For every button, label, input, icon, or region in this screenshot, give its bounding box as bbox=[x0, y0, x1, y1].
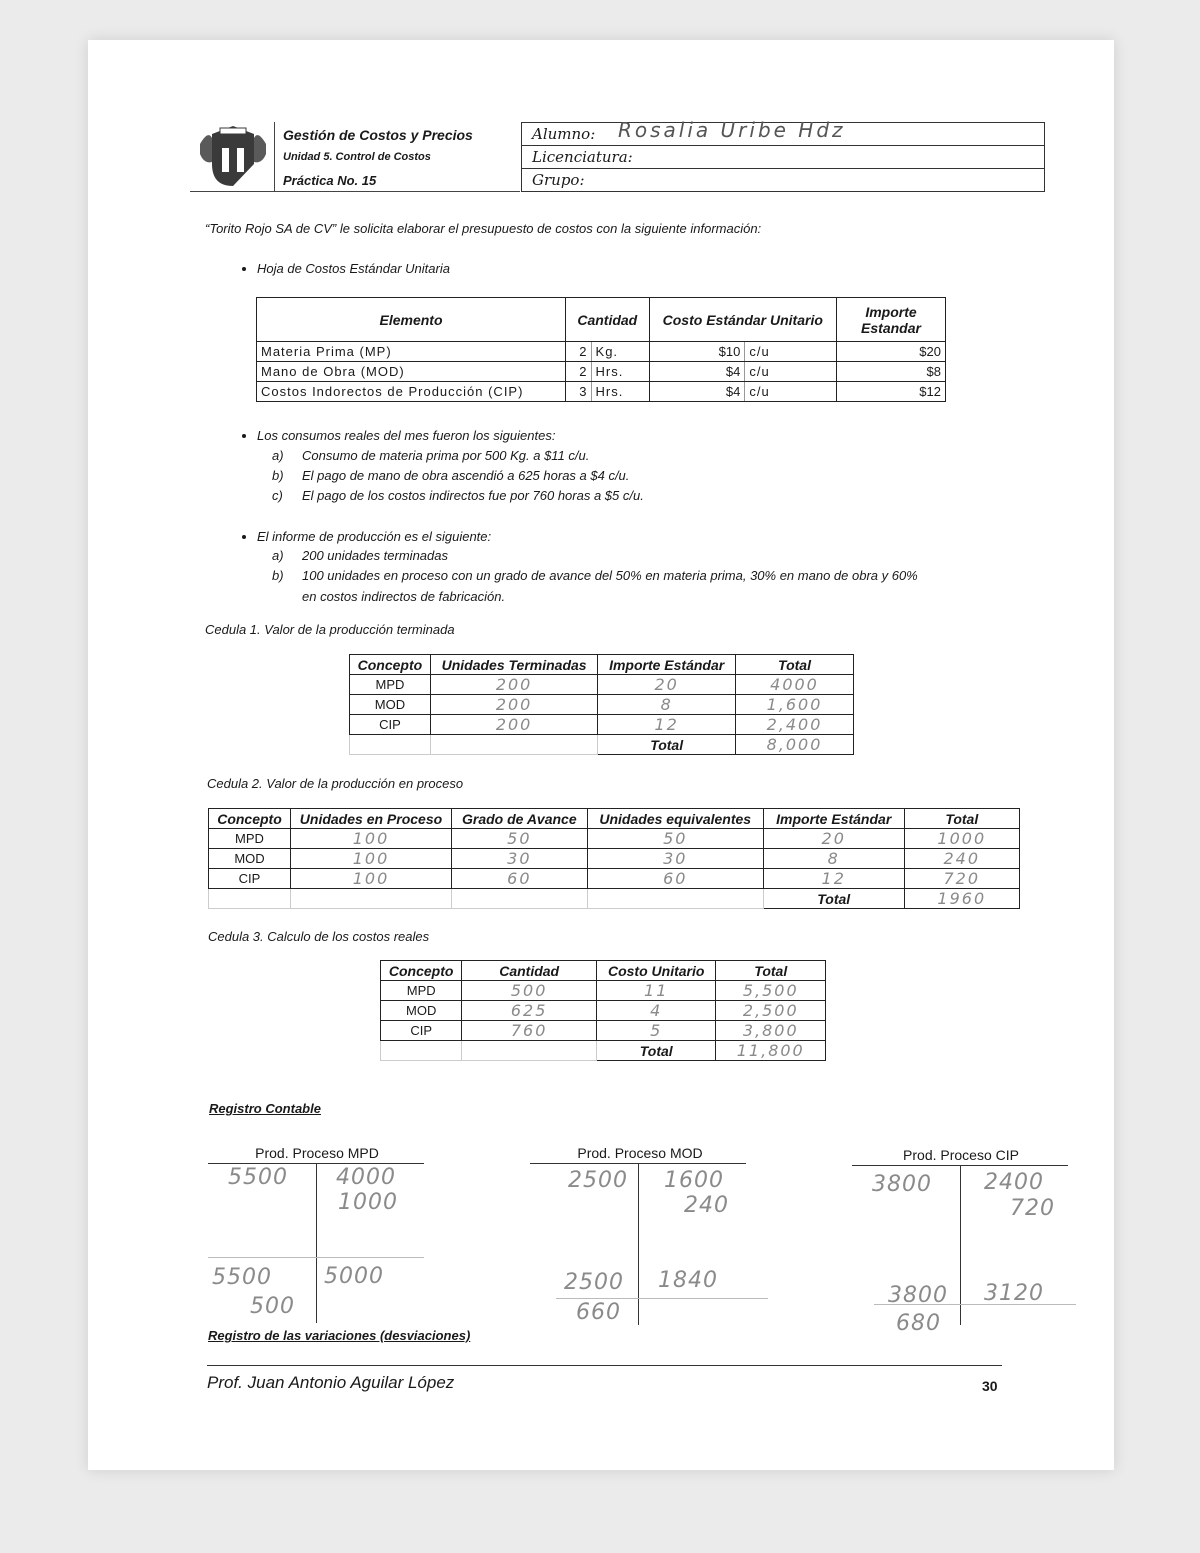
cell-importe: $8 bbox=[837, 362, 946, 382]
cell-unidades: 100 bbox=[291, 829, 452, 849]
col-elemento: Elemento bbox=[257, 298, 566, 342]
t-mod-debit: 2500 bbox=[568, 1168, 628, 1193]
cell-concepto: CIP bbox=[350, 715, 431, 735]
header-rule bbox=[190, 191, 520, 192]
t-account-cip-title: Prod. Proceso CIP bbox=[903, 1147, 1019, 1163]
cell-total: 2,400 bbox=[736, 715, 854, 735]
col-unidades: Unidades Terminadas bbox=[430, 655, 597, 675]
cell-importe: 8 bbox=[598, 695, 736, 715]
bullet-list-2 bbox=[235, 428, 555, 443]
cell-grado: 50 bbox=[451, 829, 587, 849]
cell-grand-total: 8,000 bbox=[736, 735, 854, 755]
cell-costo: $4 bbox=[649, 362, 745, 382]
table-row-total bbox=[381, 1041, 826, 1061]
cell-cu: c/u bbox=[745, 382, 837, 402]
t-account-divider bbox=[316, 1163, 317, 1323]
cell-equivalentes: 30 bbox=[587, 849, 763, 869]
cell-cantidad: 625 bbox=[462, 1001, 597, 1021]
col-concepto: Concepto bbox=[209, 809, 291, 829]
cedula2-title: Cedula 2. Valor de la producción en proceso bbox=[207, 776, 464, 791]
cell-concepto: MPD bbox=[209, 829, 291, 849]
col-cantidad: Cantidad bbox=[566, 298, 650, 342]
cell-importe: 12 bbox=[763, 869, 904, 889]
cell-costo-unitario: 11 bbox=[596, 981, 716, 1001]
cell-concepto: MOD bbox=[209, 849, 291, 869]
t-mpd-credit-1: 4000 bbox=[336, 1165, 396, 1190]
cell-concepto: MOD bbox=[381, 1001, 462, 1021]
col-importe: Importe Estándar bbox=[763, 809, 904, 829]
cell-unidades: 100 bbox=[291, 849, 452, 869]
t-account-sum-rule bbox=[208, 1257, 424, 1258]
t-account-mod-title: Prod. Proceso MOD bbox=[577, 1145, 703, 1161]
blank-cell bbox=[291, 889, 452, 909]
page-number: 30 bbox=[982, 1378, 998, 1394]
cell-grado: 30 bbox=[451, 849, 587, 869]
consumo-b-letter: b) bbox=[272, 468, 284, 483]
cell-importe: $20 bbox=[837, 342, 946, 362]
university-logo bbox=[198, 124, 268, 188]
col-costo: Costo Estándar Unitario bbox=[649, 298, 836, 342]
degree-label: Licenciatura: bbox=[532, 148, 633, 166]
consumo-a-letter: a) bbox=[272, 448, 284, 463]
cell-total: 2,500 bbox=[716, 1001, 826, 1021]
cell-importe: 20 bbox=[763, 829, 904, 849]
cedula3-title: Cedula 3. Calculo de los costos reales bbox=[208, 929, 430, 944]
cell-concepto: MPD bbox=[381, 981, 462, 1001]
t-account-divider bbox=[638, 1163, 639, 1325]
col-total: Total bbox=[904, 809, 1019, 829]
table-row bbox=[381, 981, 826, 1001]
cell-total: 240 bbox=[904, 849, 1019, 869]
cell-concepto: MPD bbox=[350, 675, 431, 695]
t-mpd-sum-credit: 5000 bbox=[324, 1264, 384, 1289]
cell-total: 4000 bbox=[736, 675, 854, 695]
col-unidades-proceso: Unidades en Proceso bbox=[291, 809, 452, 829]
cell-importe: 8 bbox=[763, 849, 904, 869]
blank-cell bbox=[209, 889, 291, 909]
cell-total: 1,600 bbox=[736, 695, 854, 715]
col-equivalentes: Unidades equivalentes bbox=[587, 809, 763, 829]
cell-importe: $12 bbox=[837, 382, 946, 402]
total-label: Total bbox=[596, 1041, 716, 1061]
bullet-std-sheet: • Hoja de Costos Estándar Unitaria bbox=[257, 261, 450, 276]
table-row bbox=[257, 362, 946, 382]
t-cip-credit-2: 720 bbox=[1010, 1196, 1055, 1221]
table-row bbox=[257, 382, 946, 402]
t-cip-sum-credit: 3120 bbox=[984, 1281, 1044, 1306]
header-divider bbox=[274, 122, 275, 192]
cell-grado: 60 bbox=[451, 869, 587, 889]
col-grado: Grado de Avance bbox=[451, 809, 587, 829]
total-label: Total bbox=[598, 735, 736, 755]
cell-equivalentes: 50 bbox=[587, 829, 763, 849]
cell-cant: 3 bbox=[566, 382, 592, 402]
unit-title: Unidad 5. Control de Costos bbox=[283, 151, 431, 163]
col-total: Total bbox=[736, 655, 854, 675]
table-row-total bbox=[209, 889, 1020, 909]
col-total: Total bbox=[716, 961, 826, 981]
informe-b-cont: en costos indirectos de fabricación. bbox=[302, 589, 506, 604]
blank-cell bbox=[430, 735, 597, 755]
consumo-a: Consumo de materia prima por 500 Kg. a $11 c/u. bbox=[302, 448, 590, 463]
t-cip-credit-1: 2400 bbox=[984, 1170, 1044, 1195]
cell-costo-unitario: 4 bbox=[596, 1001, 716, 1021]
cell-total: 5,500 bbox=[716, 981, 826, 1001]
cell-cu: c/u bbox=[745, 362, 837, 382]
table-row bbox=[350, 695, 854, 715]
cell-cu: c/u bbox=[745, 342, 837, 362]
cell-importe: 12 bbox=[598, 715, 736, 735]
cedula2-table bbox=[208, 808, 1020, 909]
t-mod-sum-credit: 1840 bbox=[658, 1268, 718, 1293]
cell-grand-total: 11,800 bbox=[716, 1041, 826, 1061]
standard-cost-table bbox=[256, 297, 946, 402]
table-row bbox=[381, 1001, 826, 1021]
informe-a-letter: a) bbox=[272, 548, 284, 563]
cell-cant: 2 bbox=[566, 362, 592, 382]
col-importe: Importe Estandar bbox=[837, 298, 946, 342]
cell-elemento: Costos Indorectos de Producción (CIP) bbox=[257, 382, 566, 402]
consumo-b: El pago de mano de obra ascendió a 625 horas a $4 c/u. bbox=[302, 468, 630, 483]
variaciones-title: Registro de las variaciones (desviaciones) bbox=[208, 1328, 471, 1343]
informe-a: 200 unidades terminadas bbox=[302, 548, 448, 563]
cell-grand-total: 1960 bbox=[904, 889, 1019, 909]
col-concepto: Concepto bbox=[381, 961, 462, 981]
cell-cant: 2 bbox=[566, 342, 592, 362]
cell-cantidad: 760 bbox=[462, 1021, 597, 1041]
informe-b: 100 unidades en proceso con un grado de avance del 50% en materia prima, 30% en mano de obra y 60% bbox=[302, 568, 918, 583]
col-importe: Importe Estándar bbox=[598, 655, 736, 675]
blank-cell bbox=[587, 889, 763, 909]
cell-unidades: 200 bbox=[430, 695, 597, 715]
blank-cell bbox=[451, 889, 587, 909]
group-label: Grupo: bbox=[532, 171, 585, 189]
cell-costo-unitario: 5 bbox=[596, 1021, 716, 1041]
cell-unit: Hrs. bbox=[591, 382, 649, 402]
intro-text: “Torito Rojo SA de CV” le solicita elaborar el presupuesto de costos con la siguiente información: bbox=[205, 221, 762, 236]
bullet-informe: • El informe de producción es el siguiente: bbox=[257, 529, 491, 544]
t-mpd-credit-2: 1000 bbox=[338, 1190, 398, 1215]
cell-total: 720 bbox=[904, 869, 1019, 889]
student-info-box bbox=[521, 118, 1045, 192]
cell-importe: 20 bbox=[598, 675, 736, 695]
registro-contable-title: Registro Contable bbox=[209, 1101, 321, 1116]
bullet-consumos: • Los consumos reales del mes fueron los siguientes: bbox=[257, 428, 555, 443]
cell-concepto: MOD bbox=[350, 695, 431, 715]
t-mod-credit-2: 240 bbox=[684, 1193, 729, 1218]
cell-total: 3,800 bbox=[716, 1021, 826, 1041]
t-cip-debit: 3800 bbox=[872, 1172, 932, 1197]
bullet-list-3 bbox=[235, 529, 491, 544]
student-row bbox=[522, 118, 1044, 146]
cell-concepto: CIP bbox=[381, 1021, 462, 1041]
t-account-divider bbox=[960, 1165, 961, 1325]
student-label: Alumno: bbox=[532, 125, 596, 143]
t-mod-balance: 660 bbox=[576, 1300, 621, 1325]
practice-title: Práctica No. 15 bbox=[283, 173, 377, 188]
cell-unidades: 200 bbox=[430, 675, 597, 695]
professor-name: Prof. Juan Antonio Aguilar López bbox=[207, 1373, 455, 1392]
table-row bbox=[209, 849, 1020, 869]
table-row bbox=[209, 829, 1020, 849]
cell-elemento: Mano de Obra (MOD) bbox=[257, 362, 566, 382]
blank-cell bbox=[350, 735, 431, 755]
cedula3-table bbox=[380, 960, 826, 1061]
cell-concepto: CIP bbox=[209, 869, 291, 889]
cell-unidades: 100 bbox=[291, 869, 452, 889]
student-signature: Rosalia Uribe Hdz bbox=[618, 118, 846, 142]
bullet-list-1 bbox=[235, 261, 450, 276]
t-account-mpd-title: Prod. Proceso MPD bbox=[255, 1145, 379, 1161]
table-row bbox=[209, 869, 1020, 889]
cell-elemento: Materia Prima (MP) bbox=[257, 342, 566, 362]
table-row bbox=[350, 675, 854, 695]
t-cip-sum-debit: 3800 bbox=[888, 1283, 948, 1308]
cell-equivalentes: 60 bbox=[587, 869, 763, 889]
t-account-sum-rule bbox=[556, 1298, 768, 1299]
footer-rule bbox=[207, 1365, 1002, 1366]
cell-unit: Kg. bbox=[591, 342, 649, 362]
cell-cantidad: 500 bbox=[462, 981, 597, 1001]
t-mpd-balance: 500 bbox=[250, 1294, 295, 1319]
t-mpd-debit: 5500 bbox=[228, 1165, 288, 1190]
t-mod-sum-debit: 2500 bbox=[564, 1270, 624, 1295]
col-concepto: Concepto bbox=[350, 655, 431, 675]
col-cantidad: Cantidad bbox=[462, 961, 597, 981]
table-row-total bbox=[350, 735, 854, 755]
table-row bbox=[257, 342, 946, 362]
table-row bbox=[350, 715, 854, 735]
cedula1-title: Cedula 1. Valor de la producción terminada bbox=[205, 622, 455, 637]
group-row bbox=[522, 169, 1044, 192]
informe-b-letter: b) bbox=[272, 568, 284, 583]
t-mod-credit-1: 1600 bbox=[664, 1168, 724, 1193]
cell-total: 1000 bbox=[904, 829, 1019, 849]
cell-unit: Hrs. bbox=[591, 362, 649, 382]
cell-unidades: 200 bbox=[430, 715, 597, 735]
course-title: Gestión de Costos y Precios bbox=[283, 127, 473, 143]
degree-row bbox=[522, 146, 1044, 169]
t-mpd-sum-debit: 5500 bbox=[212, 1265, 272, 1290]
blank-cell bbox=[381, 1041, 462, 1061]
cedula1-table bbox=[349, 654, 854, 755]
consumo-c-letter: c) bbox=[272, 488, 283, 503]
col-costo-unitario: Costo Unitario bbox=[596, 961, 716, 981]
cell-costo: $10 bbox=[649, 342, 745, 362]
blank-cell bbox=[462, 1041, 597, 1061]
cell-costo: $4 bbox=[649, 382, 745, 402]
total-label: Total bbox=[763, 889, 904, 909]
consumo-c: El pago de los costos indirectos fue por 760 horas a $5 c/u. bbox=[302, 488, 644, 503]
t-cip-balance: 680 bbox=[896, 1311, 941, 1336]
table-row bbox=[381, 1021, 826, 1041]
